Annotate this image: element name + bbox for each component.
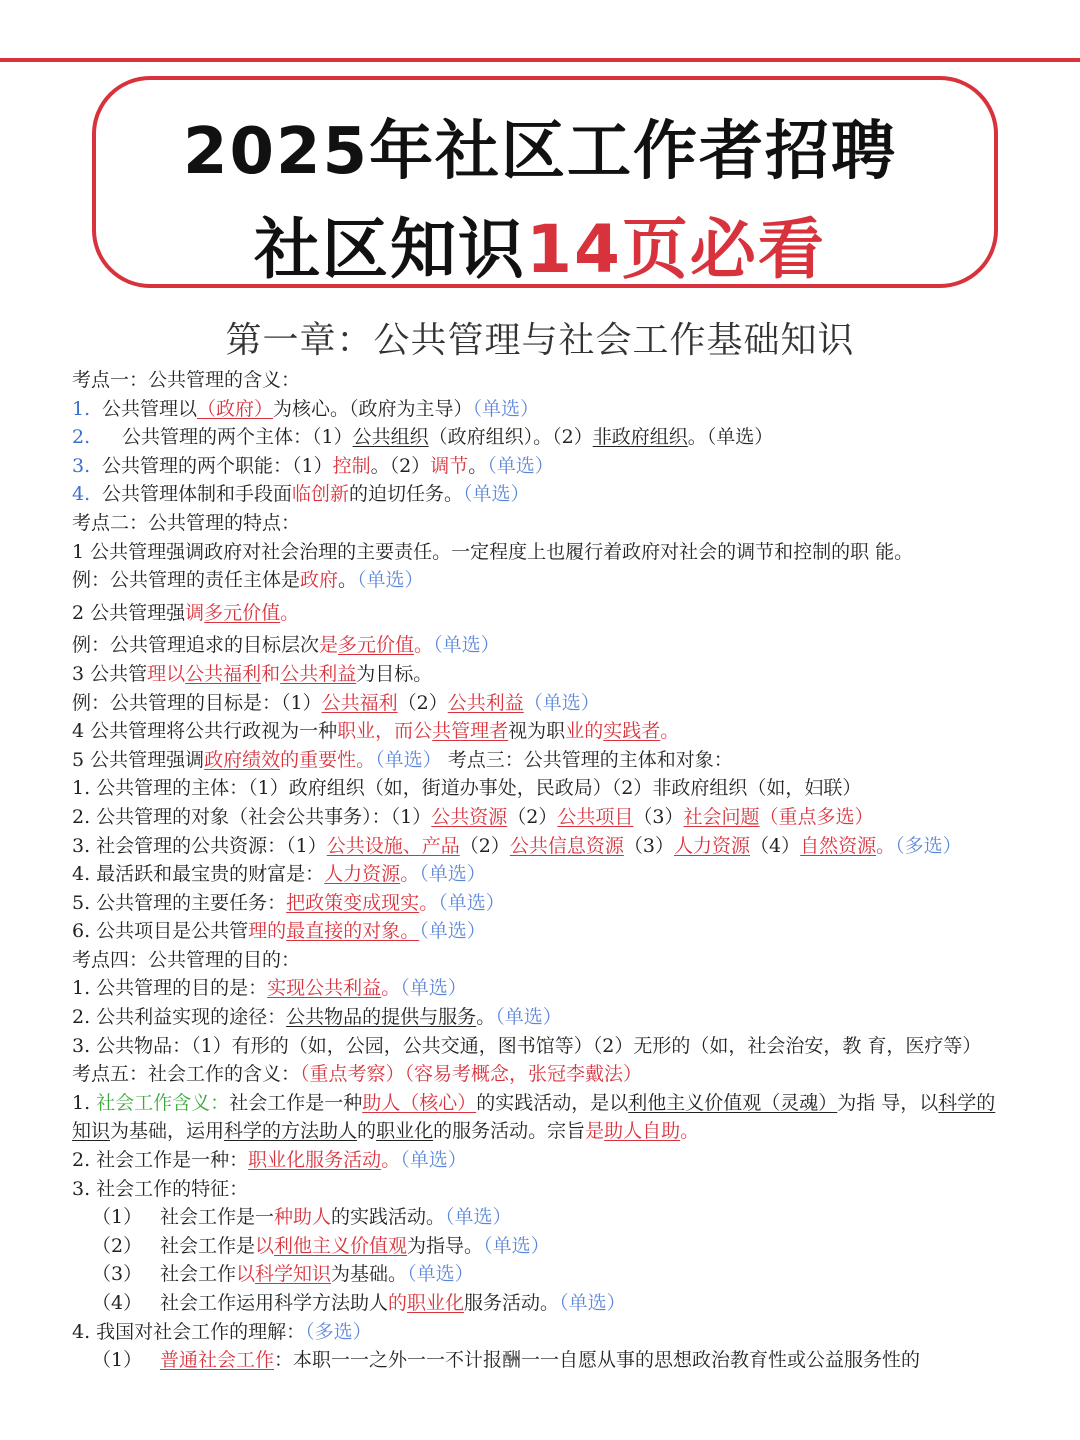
list-item: 6. 公共项目是公共管理的最直接的对象。（单选）: [72, 920, 486, 943]
example-line: 例：公共管理的责任主体是政府。（单选）: [72, 569, 424, 592]
list-item: 2 公共管理强调多元价值。: [72, 601, 300, 624]
sub-item: （1） 社会工作是一种助人的实践活动。（单选）: [92, 1206, 512, 1229]
list-item: 1. 公共管理的目的是：实现公共利益。（单选）: [72, 977, 467, 1000]
example-line: 例：公共管理的目标是：（1）公共福利（2）公共利益（单选）: [72, 691, 600, 714]
top-divider: [0, 58, 1080, 62]
section-heading: 考点二：公共管理的特点：: [72, 511, 301, 534]
section-heading: 考点四：公共管理的目的：: [72, 948, 301, 971]
list-item: 2. 公共利益实现的途径：公共物品的提供与服务。（单选）: [72, 1006, 562, 1029]
list-item: 4. 公共管理体制和手段面临创新的迫切任务。（单选）: [72, 483, 530, 506]
sub-item: （2） 社会工作是以利他主义价值观为指导。（单选）: [92, 1234, 550, 1257]
sub-item: （3） 社会工作以科学知识为基础。（单选）: [92, 1263, 474, 1286]
list-item: 3 公共管理以公共福利和公共利益为目标。: [72, 662, 433, 685]
definition-item: 1. 社会工作含义：社会工作是一种助人（核心）的实践活动，是以利他主义价值观（灵魂）为指 导，以科学的知识为基础，运用科学的方法助人的职业化的服务活动。宗旨是助人自助。: [72, 1091, 996, 1143]
list-item: 5 公共管理强调政府绩效的重要性。（单选） 考点三：公共管理的主体和对象：: [72, 748, 733, 771]
section-heading: 考点五：社会工作的含义：（重点考察）（容易考概念，张冠李戴法）: [72, 1063, 643, 1086]
chapter-title: 第一章：公共管理与社会工作基础知识: [225, 320, 855, 361]
list-item: 4 公共管理将公共行政视为一种职业，而公共管理者视为职业的实践者。: [72, 720, 680, 743]
example-line: 例：公共管理追求的目标层次是多元价值。（单选）: [72, 634, 500, 657]
title-line-2: 社区知识14页必看: [254, 211, 826, 288]
sub-item: （1） 普通社会工作：本职一一之外一一不计报酬一一自愿从事的思想政治教育性或公益服务性的: [92, 1349, 921, 1372]
list-item: 1. 公共管理以（政府）为核心。（政府为主导）（单选）: [72, 397, 540, 420]
section-heading: 考点一：公共管理的含义：: [72, 369, 301, 391]
list-item: 5. 公共管理的主要任务：把政策变成现实。（单选）: [72, 891, 505, 914]
sub-item: （4） 社会工作运用科学方法助人的职业化服务活动。（单选）: [92, 1292, 626, 1314]
title-line-1: 2025年社区工作者招聘: [182, 115, 898, 189]
list-item: 3. 公共管理的两个职能：（1）控制。（2）调节。（单选）: [72, 454, 554, 477]
list-item: 2. 公共管理的两个主体：（1）公共组织（政府组织）。（2）非政府组织。（单选）: [72, 426, 774, 449]
list-item: 1. 公共管理的主体：（1）政府组织（如，街道办事处，民政局）（2）非政府组织（如，妇联）: [72, 777, 862, 800]
list-item: 3. 社会管理的公共资源：（1）公共设施、产品（2）公共信息资源（3）人力资源（4）自然资源。（多选）: [72, 834, 962, 857]
list-item: 4. 我国对社会工作的理解：（多选）: [72, 1320, 372, 1343]
list-item: 4. 最活跃和最宝贵的财富是：人力资源。（单选）: [72, 863, 486, 886]
list-item: 3. 社会工作的特征：: [72, 1177, 249, 1200]
list-item: 3. 公共物品：（1）有形的（如，公园，公共交通，图书馆等）（2）无形的（如，社会治安，教 育，医疗等）: [72, 1034, 982, 1057]
list-item: 2. 公共管理的对象（社会公共事务）：（1）公共资源（2）公共项目（3）社会问题（重点多选）: [72, 805, 874, 828]
list-item: 2. 社会工作是一种：职业化服务活动。（单选）: [72, 1149, 467, 1172]
document-body: [72, 366, 1012, 1375]
list-item: 1 公共管理强调政府对社会治理的主要责任。一定程度上也履行着政府对社会的调节和控制的职 能。: [72, 540, 914, 563]
